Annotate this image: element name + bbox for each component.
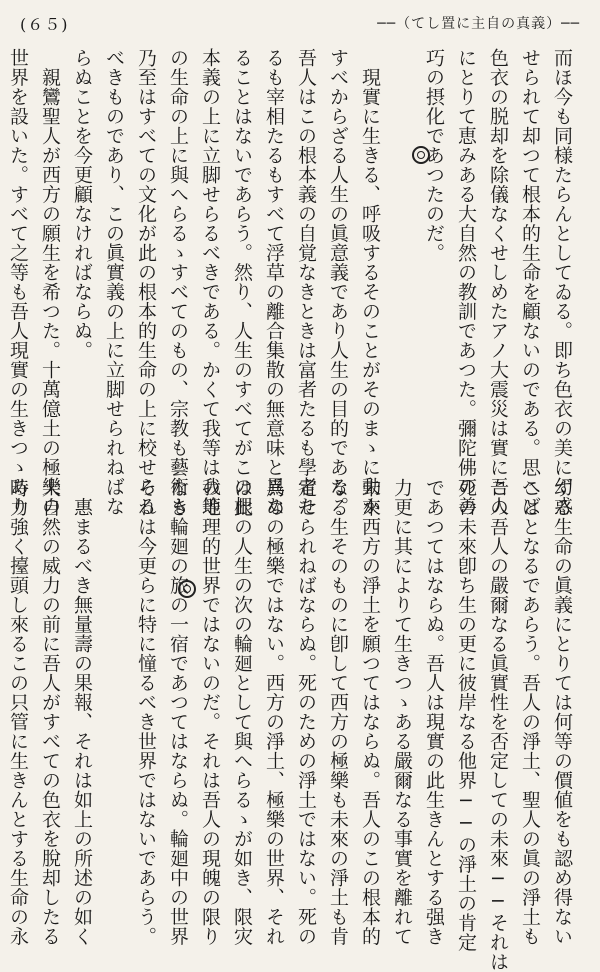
section-gap bbox=[98, 478, 130, 498]
text-line: なき輪廻の旅の一宿であつてはならぬ。輪廻中の世界 bbox=[167, 478, 189, 946]
text-line bbox=[0, 478, 2, 896]
text-line: の生命の上に與へらるゝすべてのもの、宗教も藝術も bbox=[167, 48, 189, 516]
page-number: (６５) bbox=[20, 14, 69, 34]
text-line: であつてはならぬ。吾人は現實の此生きんとする强き bbox=[423, 478, 445, 946]
text-line: らぬことを今更顧なければならぬ。 bbox=[71, 48, 93, 360]
text-line: 力更に其によりて生きつゝある嚴爾なる事實を離れて bbox=[391, 478, 413, 946]
text-line: なる生そのものに卽して西方の極樂も未來の淨土も肯 bbox=[327, 478, 349, 946]
text-line: この吾人の嚴爾なる眞實性を否定しての未來──それは bbox=[487, 478, 509, 972]
text-line: 大自然の威力の前に吾人がすべての色衣を脫却したる bbox=[39, 478, 61, 946]
text-line: の地理的世界ではないのだ。それは吾人の現魄の限り bbox=[199, 478, 221, 946]
text-line: 惠まるべき無量壽の果報、それは如上の所述の如く bbox=[71, 478, 93, 946]
section-ornament-icon bbox=[412, 146, 430, 164]
text-line: 本義の上に立脚せらるべきである。かくて我等は我等 bbox=[199, 48, 221, 516]
text-line: 時力強く擡頭し來るこの只管に生きんとする生命の永 bbox=[7, 478, 29, 946]
text-line: こととなるであらう。吾人の淨土、聖人の眞の淨土も bbox=[519, 478, 541, 946]
text-line: 乃至はすべての文化が此の根本的生命の上に校せらる bbox=[135, 48, 157, 516]
upper-text-block bbox=[7, 48, 578, 516]
text-line: 定せられねばならぬ。死のための淨土ではない。死の bbox=[295, 478, 317, 946]
section-gap bbox=[386, 48, 418, 68]
text-line: は此の人生の次の輪廻として與へらるゝが如き、限灾 bbox=[231, 478, 253, 946]
text-line: 現實に生きる、呼吸するそのことがそのまゝに動か bbox=[359, 48, 381, 516]
text-line: ることはないであらう。然り、人生のすべてがこの根 bbox=[231, 48, 253, 516]
text-line: 爲めの極樂ではない。西方の淨土、極樂の世界、それ bbox=[263, 478, 285, 946]
text-line: 世界を設いた。すべて之等も吾人現實の生きつゝあり bbox=[7, 48, 29, 516]
section-ornament-icon bbox=[178, 580, 196, 598]
text-line: すべからざる人生の眞意義であり人生の目的である。 bbox=[327, 48, 349, 516]
lower-text-block bbox=[7, 478, 578, 972]
running-title: ──（てし置に主自の真義）── bbox=[377, 16, 580, 32]
text-line: べきものであり、この眞實義の上に立脚せられねばな bbox=[103, 48, 125, 516]
text-line: 未來西方の淨土を願つてはならぬ。吾人のこの根本的 bbox=[359, 478, 381, 946]
text-line: ずる生命の眞義にとりては何等の價値をも認め得ない bbox=[551, 478, 573, 946]
text-line: 吾人はこの根本義の自覚なきときは富者たるも學者た bbox=[295, 48, 317, 516]
text-line: 親鸞聖人が西方の願生を希つた。十萬億土の極樂の bbox=[39, 48, 61, 516]
text-line: 死の未來卽ち生の更に彼岸なる他界──の淨土の肯定 bbox=[455, 478, 477, 952]
text-line: それは今更らに特に憧るべき世界ではないであらう。 bbox=[135, 478, 157, 946]
text-line: 而ほ今も同様たらんとしてゐる。即ち色衣の美に幻惑 bbox=[551, 48, 573, 516]
text-line bbox=[0, 48, 2, 448]
text-line: 色衣の脱却を除儀なくせしめたアノ大震災は實に吾人 bbox=[487, 48, 509, 516]
text-line: るも宰相たるもすべて浮草の離合集散の無意味と異な bbox=[263, 48, 285, 516]
text-line: 巧の摂化であつたのだ。 bbox=[423, 48, 445, 263]
page-header bbox=[20, 8, 580, 38]
text-line: せられて却つて根本的生命を顧ないのである。思へば bbox=[519, 48, 541, 516]
text-line: にとりて恵みある大自然の教訓であつた。彌陀佛の善 bbox=[455, 48, 477, 516]
